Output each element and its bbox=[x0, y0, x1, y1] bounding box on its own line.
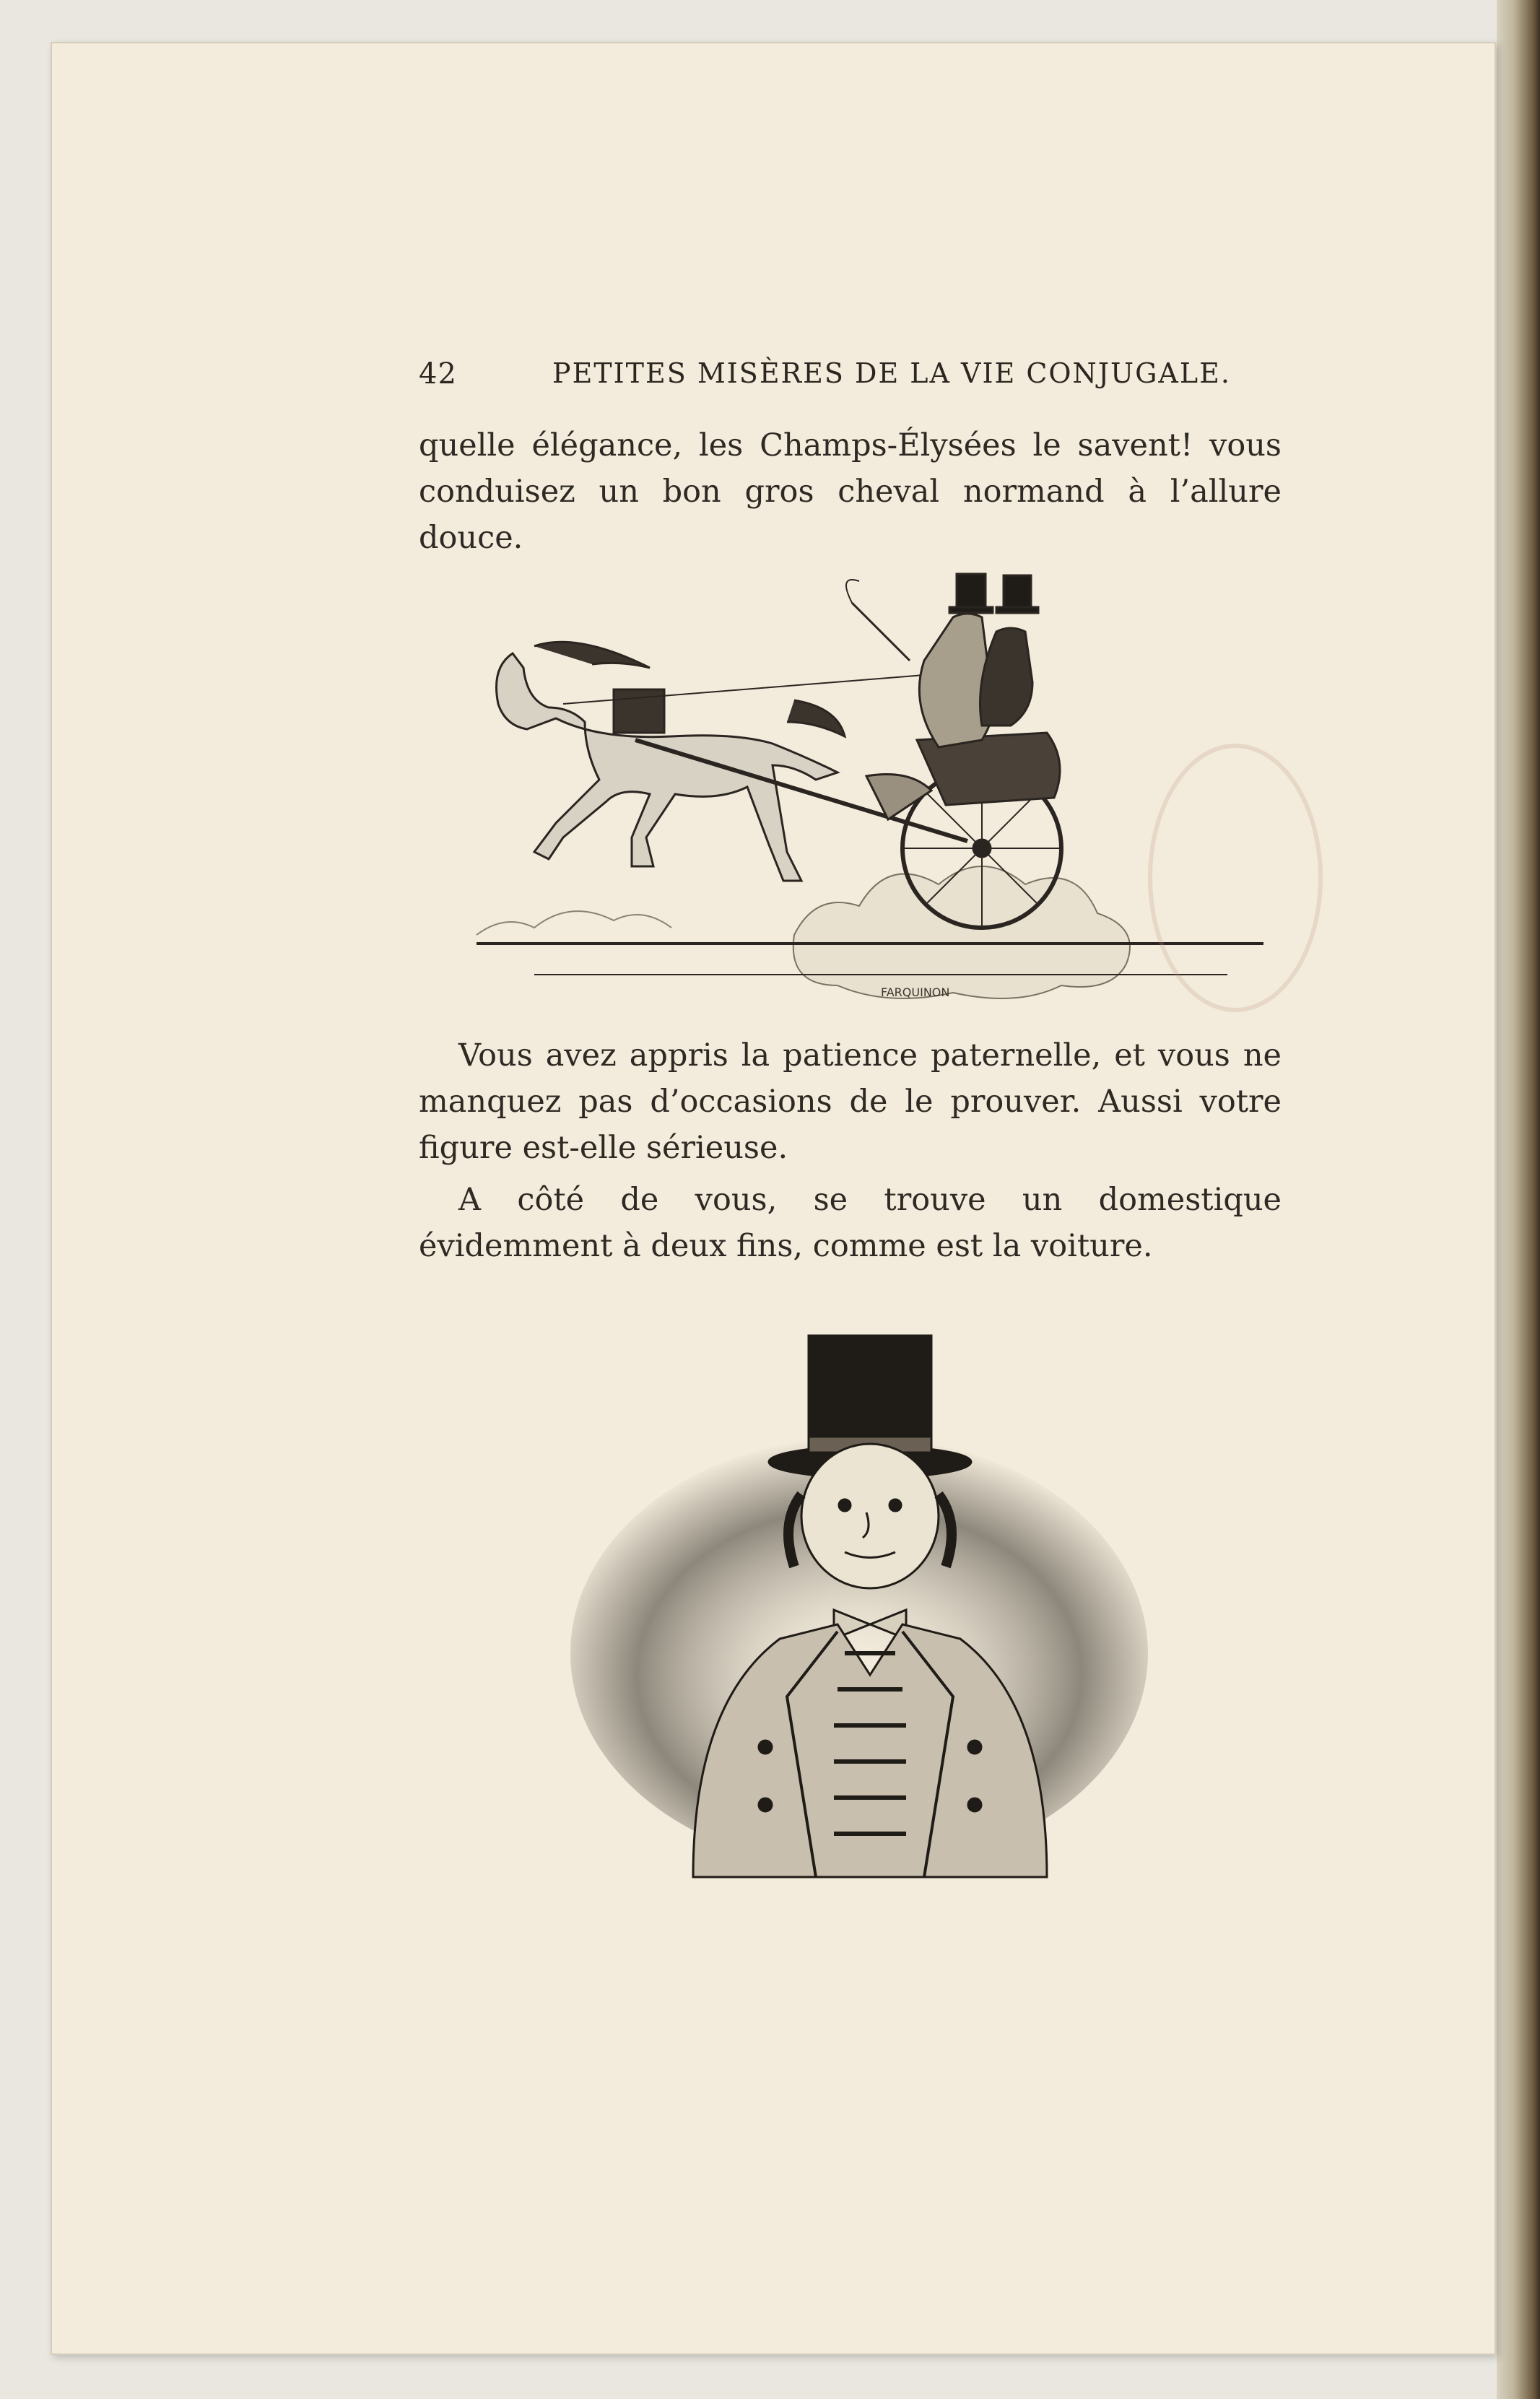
book-binding bbox=[1497, 0, 1540, 2399]
servant-portrait-illustration bbox=[549, 1314, 1170, 1891]
running-title: PETITES MISÈRES DE LA VIE CONJUGALE. bbox=[552, 357, 1231, 389]
library-stamp bbox=[1148, 744, 1323, 1012]
page-number: 42 bbox=[419, 357, 457, 391]
paragraph-1: quelle élégance, les Champs-Élysées le savent! vous conduisez un bon gros cheval normand à l’allure douce. bbox=[419, 427, 1282, 556]
paragraph-2: Vous avez appris la patience paternelle, et vous ne manquez pas d’occasions de le prouver. Aussi votre figure est-elle sérieuse. bbox=[419, 1037, 1282, 1166]
illustration-signature: FARQUINON bbox=[881, 985, 950, 999]
paragraph-3: A côté de vous, se trouve un domestique évidemment à deux fins, comme est la voiture. bbox=[419, 1182, 1282, 1264]
